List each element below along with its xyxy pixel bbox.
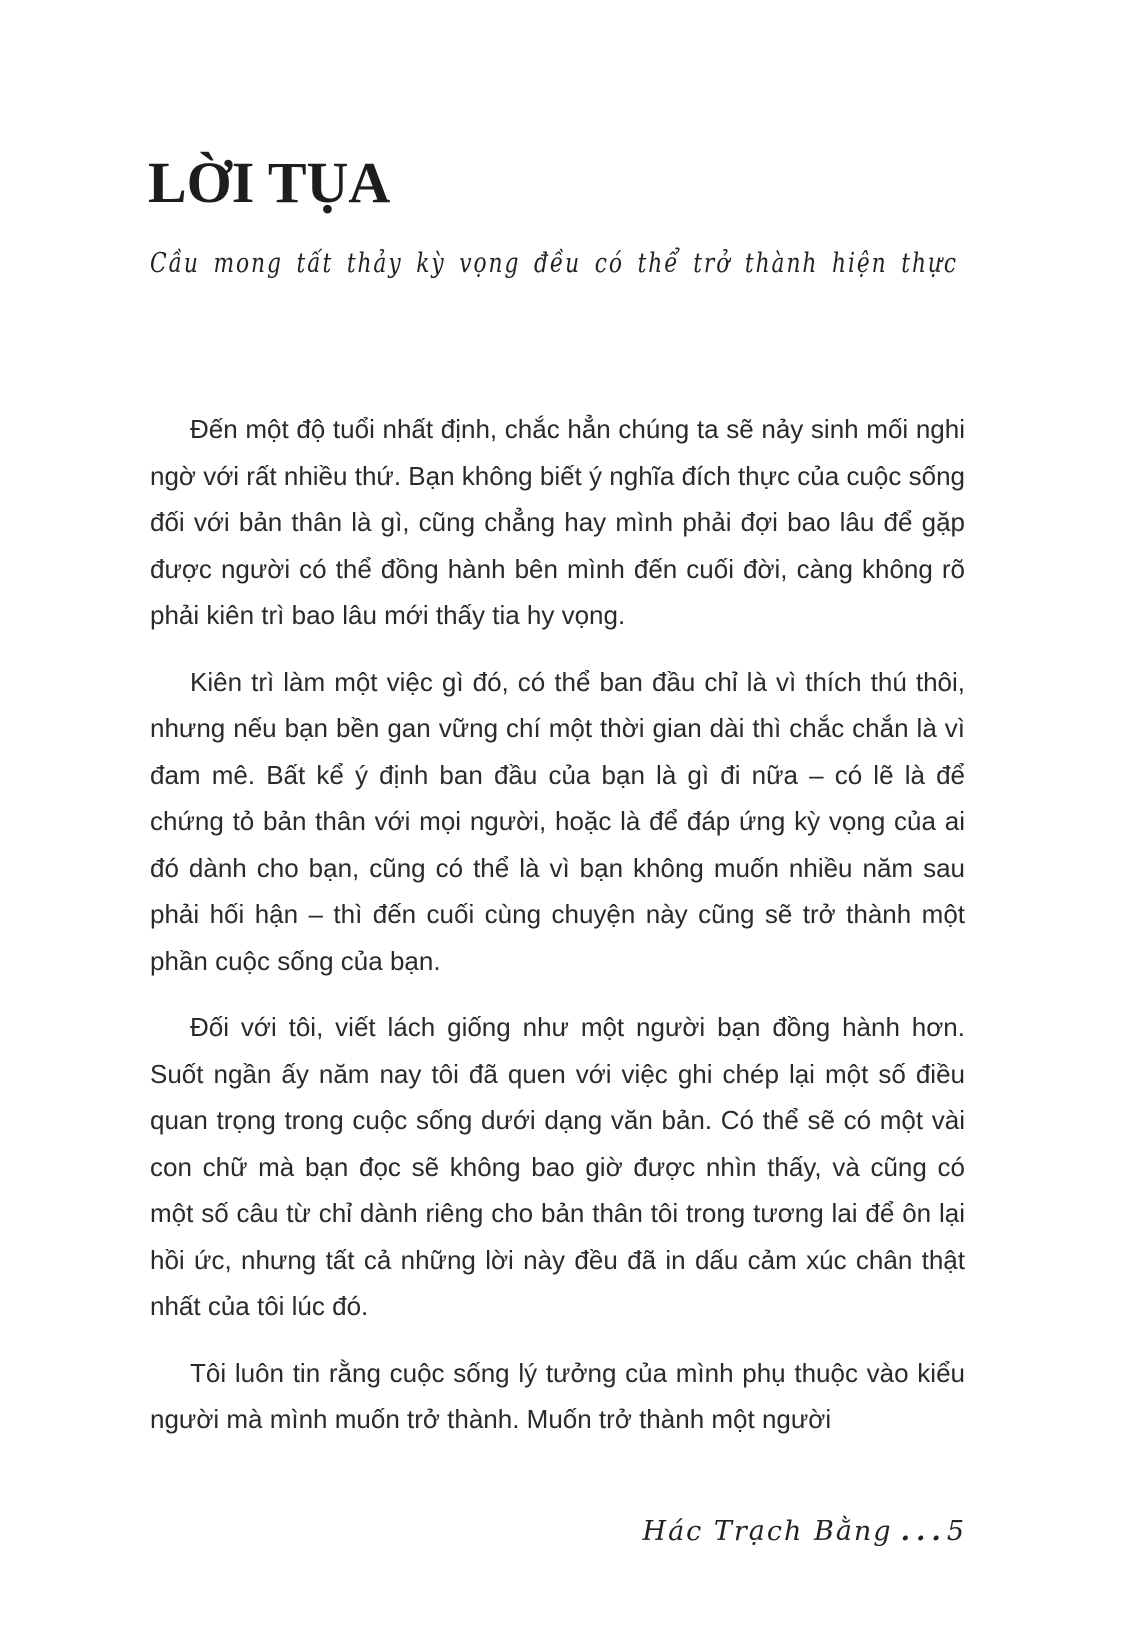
page-number: 5	[946, 1516, 966, 1547]
footer-separator: ...	[900, 1516, 947, 1547]
body-text	[150, 406, 965, 1463]
page-footer	[643, 1512, 966, 1552]
chapter-title: LỜI TỤA	[148, 150, 391, 215]
paragraph: Tôi luôn tin rằng cuộc sống lý tưởng của mình phụ thuộc vào kiểu người mà mình muốn trở thành. Muốn trở thành một người	[150, 1357, 965, 1434]
chapter-subtitle: Cầu mong tất thảy kỳ vọng đều có thể trở thành hiện thực	[150, 248, 958, 279]
paragraph: Kiên trì làm một việc gì đó, có thể ban đầu chỉ là vì thích thú thôi, nhưng nếu bạn bền gan vững chí một thời gian dài thì chắc chắn là vì đam mê. Bất kể ý định ban đầu của bạn là gì đi nữa – có lẽ là để chứng tỏ bản thân với mọi người, hoặc là để đáp ứng kỳ vọng của ai đó dành cho bạn, cũng có thể là vì bạn không muốn nhiều năm sau phải hối hận – thì đến cuối cùng chuyện này cũng sẽ trở thành một phần cuộc sống của bạn.	[150, 666, 965, 976]
paragraph: Đến một độ tuổi nhất định, chắc hẳn chúng ta sẽ nảy sinh mối nghi ngờ với rất nhiều thứ. Bạn không biết ý nghĩa đích thực của cuộc sống đối với bản thân là gì, cũng chẳng hay mình phải đợi bao lâu để gặp được người có thể đồng hành bên mình đến cuối đời, càng không rõ phải kiên trì bao lâu mới thấy tia hy vọng.	[150, 414, 965, 630]
running-author: Hác Trạch Bằng	[642, 1516, 893, 1547]
paragraph: Đối với tôi, viết lách giống như một người bạn đồng hành hơn. Suốt ngần ấy năm nay tôi đã quen với việc ghi chép lại một số điều quan trọng trong cuộc sống dưới dạng văn bản. Có thể sẽ có một vài con chữ mà bạn đọc sẽ không bao giờ được nhìn thấy, và cũng có một số câu từ chỉ dành riêng cho bản thân tôi trong tương lai để ôn lại hồi ức, nhưng tất cả những lời này đều đã in dấu cảm xúc chân thật nhất của tôi lúc đó.	[150, 1012, 965, 1321]
